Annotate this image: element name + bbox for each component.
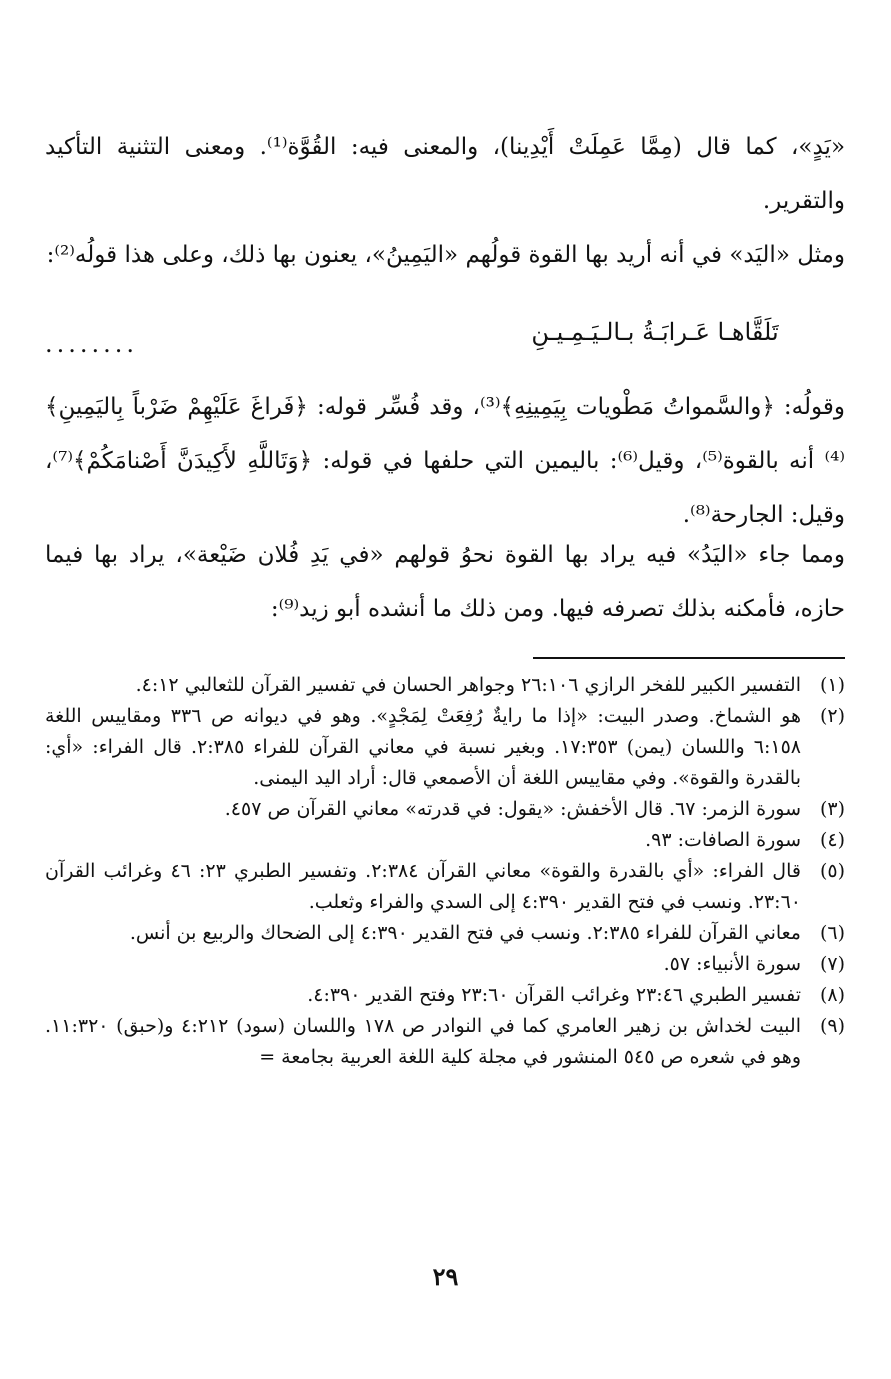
footnote-number: (٨): [819, 984, 845, 1006]
footnote-text: سورة الأنبياء: ٥٧.: [663, 953, 801, 975]
footnote-text: تفسير الطبري ٢٣:٤٦ وغرائب القرآن ٢٣:٦٠ وفتح القدير ٤:٣٩٠.: [307, 984, 801, 1006]
body-paragraph-2: ومثل «اليَد» في أنه أريد بها القوة قولُهم «اليَمِينُ»، يعنون بها ذلك، وعلى هذا قولُه⁽²⁾:: [46, 242, 845, 268]
footnote-text: قال الفراء: «أي بالقدرة والقوة» معاني القرآن ٢:٣٨٤. وتفسير الطبري ٢٣: ٤٦ وغرائب القرآن ٢٣:٦٠. ونسب في فتح القدير ٤:٣٩٠ إلى السدي والفراء وثعلب.: [45, 860, 801, 913]
footnote-text: سورة الصافات: ٩٣.: [645, 829, 801, 851]
body-paragraph-4: ومما جاء «اليَدُ» فيه يراد بها القوة نحوُ قولهم «في يَدِ فُلان ضَيْعة»، يراد بها فيما حازه، فأمكنه بذلك تصرفه فيها. ومن ذلك ما أنشده أبو زيد⁽⁹⁾:: [45, 542, 845, 622]
footnote-number: (١): [819, 674, 845, 696]
footnotes-list: [45, 670, 845, 1073]
body-paragraph-3: وقولُه: ﴿والسَّمواتُ مَطْويات بِيَمِينِهِ﴾⁽³⁾، وقد فُسِّر قوله: ﴿فَراغَ عَلَيْهِمْ ضَرْباً بِاليَمِينِ﴾⁽⁴⁾ أنه بالقوة⁽⁵⁾، وقيل⁽⁶⁾: باليمين التي حلفها في قوله: ﴿وَتَاللَّهِ لأَكِيدَنَّ أَصْنامَكُمْ﴾⁽⁷⁾، وقيل: الجارحة⁽⁸⁾.: [45, 394, 845, 528]
page-number: ٢٩: [432, 1262, 459, 1291]
footnote-text: التفسير الكبير للفخر الرازي ٢٦:١٠٦ وجواهر الحسان في تفسير القرآن للثعالبي ٤:١٢.: [135, 674, 801, 696]
footnote-item: [45, 980, 845, 1011]
poem-verse: [45, 318, 845, 368]
poem-second-hemistich: تَلَقَّاهـا عَـرابَـةُ بـالـيَـمِـيـنِ: [531, 318, 779, 346]
footnote-number: (٣): [819, 798, 845, 820]
footnote-item: [45, 701, 845, 794]
body-paragraph-1: «يَدٍ»، كما قال (مِمَّا عَمِلَتْ أَيْدِينا)، والمعنى فيه: القُوَّة⁽¹⁾. ومعنى التثنية التأكيد والتقرير.: [45, 134, 846, 214]
footnote-text: سورة الزمر: ٦٧. قال الأخفش: «يقول: في قدرته» معاني القرآن ص ٤٥٧.: [224, 798, 801, 820]
footnote-number: (٤): [819, 829, 845, 851]
footnote-item: [45, 918, 845, 949]
footnote-item: [45, 1011, 845, 1073]
footnote-number: (٩): [819, 1015, 845, 1037]
footnote-text: هو الشماخ. وصدر البيت: «إذا ما رايةٌ رُفِعَتْ لِمَجْدٍ». وهو في ديوانه ص ٣٣٦ ومقاييس اللغة ٦:١٥٨ واللسان (يمن) ١٧:٣٥٣. وبغير نسبة في معاني القرآن للفراء ٢:٣٨٥. قال الفراء: «أي: بالقدرة والقوة». وفي مقاييس اللغة أن الأصمعي قال: أراد اليد اليمنى.: [45, 705, 801, 789]
footnote-item: [45, 825, 845, 856]
footnote-number: (٧): [819, 953, 845, 975]
footnote-item: [45, 856, 845, 918]
footnote-number: (٦): [819, 922, 845, 944]
footnote-text: البيت لخداش بن زهير العامري كما في النوادر ص ١٧٨ واللسان (سود) ٤:٢١٢ و(حبق) ١١:٣٢٠. وهو في شعره ص ٥٤٥ المنشور في مجلة كلية اللغة العربية بجامعة =: [45, 1015, 801, 1068]
poem-first-hemistich-omitted: ........: [45, 330, 139, 358]
footnote-number: (٥): [819, 860, 845, 882]
footnote-item: [45, 949, 845, 980]
footnote-separator: [533, 657, 845, 659]
footnote-item: [45, 794, 845, 825]
footnote-number: (٢): [819, 705, 845, 727]
footnote-item: [45, 670, 845, 701]
footnote-text: معاني القرآن للفراء ٢:٣٨٥. ونسب في فتح القدير ٤:٣٩٠ إلى الضحاك والربيع بن أنس.: [129, 922, 801, 944]
